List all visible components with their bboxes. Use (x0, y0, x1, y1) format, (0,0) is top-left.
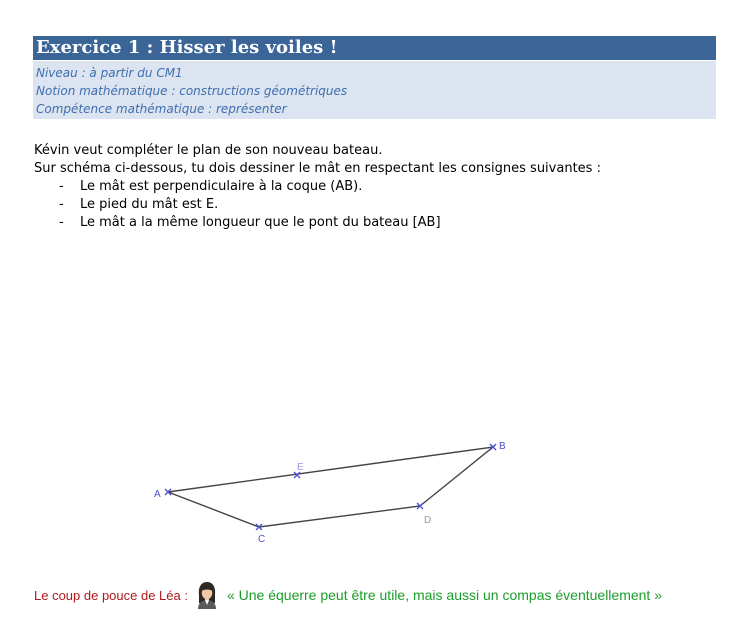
point-labels (154, 441, 506, 545)
instruction-line-1: Kévin veut compléter le plan de son nouveau bateau. (34, 143, 383, 158)
hint-label: Le coup de pouce de Léa : (34, 587, 188, 603)
competence-line: Compétence mathématique : représenter (36, 102, 287, 116)
lea-avatar-icon (196, 581, 218, 609)
notion-line: Notion mathématique : constructions géométriques (36, 84, 348, 98)
list-item: - Le pied du mât est E. (59, 197, 219, 212)
hint (34, 580, 734, 610)
instruction-line-2: Sur schéma ci-dessous, tu dois dessiner le mât en respectant les consignes suivantes : (34, 161, 601, 176)
list-item: - Le mât est perpendiculaire à la coque (AB). (59, 179, 363, 194)
label-D: D (424, 515, 432, 526)
level-line: Niveau : à partir du CM1 (36, 66, 183, 80)
label-C: C (258, 534, 266, 545)
hint-quote: « Une équerre peut être utile, mais aussi un compas éventuellement » (226, 587, 662, 603)
list-item: - Le mât a la même longueur que le pont du bateau [AB] (59, 215, 441, 230)
label-E: E (297, 462, 304, 473)
label-A: A (154, 489, 161, 500)
boat-outline (168, 447, 493, 527)
label-B: B (499, 441, 506, 452)
exercise-title: Exercice 1 : Hisser les voiles ! (33, 36, 716, 60)
